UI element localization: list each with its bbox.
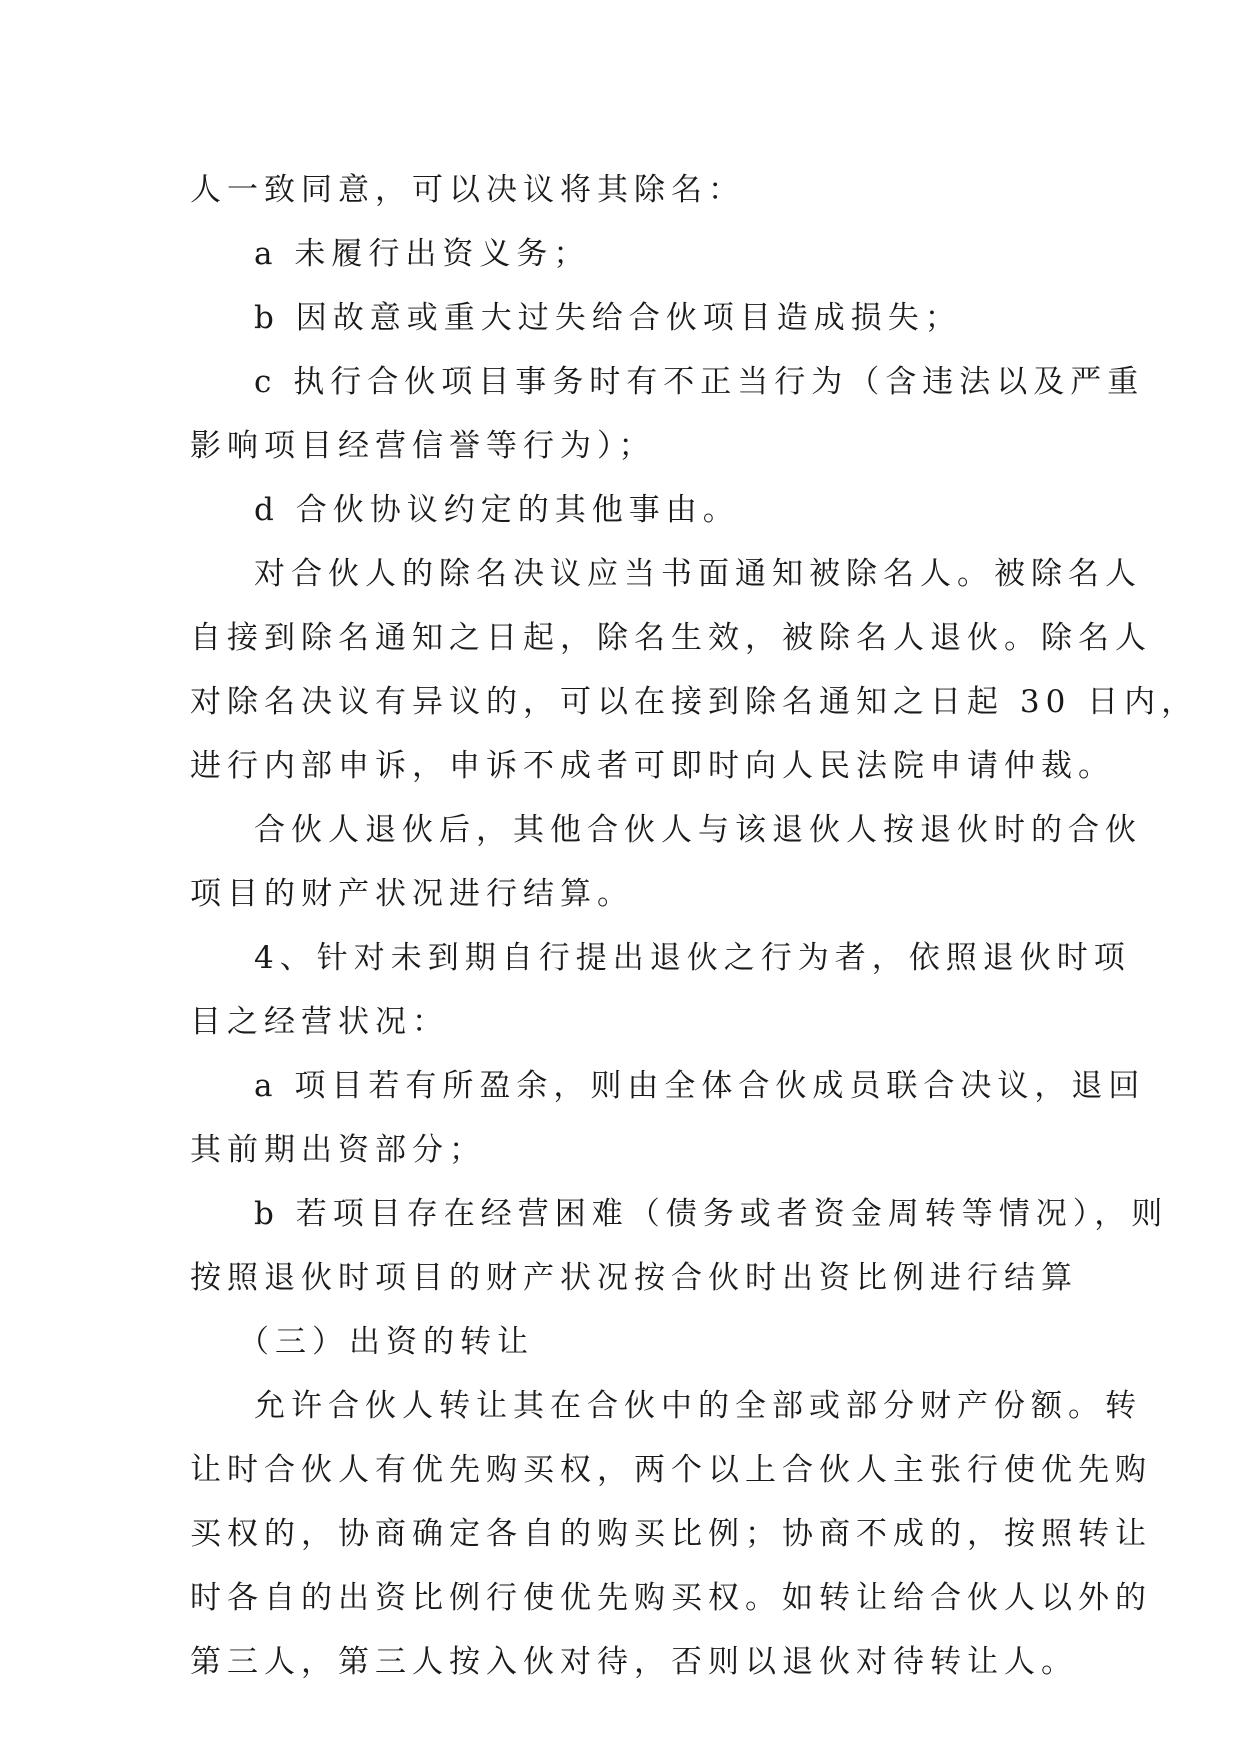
text-line: 时各自的出资比例行使优先购买权。如转让给合伙人以外的: [190, 1580, 1152, 1616]
text-line: 允许合伙人转让其在合伙中的全部或部分财产份额。转: [254, 1388, 1142, 1424]
text-line: 影响项目经营信誉等行为）；: [190, 428, 656, 464]
text-line: b 若项目存在经营困难（债务或者资金周转等情况），则: [254, 1196, 1169, 1232]
text-line: 其前期出资部分；: [190, 1132, 486, 1168]
text-line: 买权的，协商确定各自的购买比例；协商不成的，按照转让: [190, 1516, 1152, 1552]
text-line: d 合伙协议约定的其他事由。: [254, 492, 740, 528]
text-line: 进行内部申诉，申诉不成者可即时向人民法院申请仲裁。: [190, 748, 1115, 784]
text-line: a 未履行出资义务；: [254, 236, 591, 272]
text-line: 让时合伙人有优先购买权，两个以上合伙人主张行使优先购: [190, 1452, 1152, 1488]
text-line: 项目的财产状况进行结算。: [190, 876, 634, 912]
text-line: 人一致同意，可以决议将其除名：: [190, 172, 745, 208]
text-line: 目之经营状况：: [190, 1004, 449, 1040]
text-line: a 项目若有所盈余，则由全体合伙成员联合决议，退回: [254, 1068, 1146, 1104]
text-line: 按照退伙时项目的财产状况按合伙时出资比例进行结算: [190, 1260, 1078, 1296]
document-body: [190, 158, 1199, 1694]
text-line: 自接到除名通知之日起，除名生效，被除名人退伙。除名人: [190, 620, 1152, 656]
text-line: c 执行合伙项目事务时有不正当行为（含违法以及严重: [254, 364, 1145, 400]
text-line: 合伙人退伙后，其他合伙人与该退伙人按退伙时的合伙: [254, 812, 1142, 848]
text-line: b 因故意或重大过失给合伙项目造成损失；: [254, 300, 962, 336]
text-line: 4、针对未到期自行提出退伙之行为者，依照退伙时项: [254, 940, 1131, 976]
text-line: 第三人，第三人按入伙对待，否则以退伙对待转让人。: [190, 1644, 1078, 1680]
text-line: 对除名决议有异议的，可以在接到除名通知之日起 30 日内，: [190, 684, 1199, 720]
text-line: 对合伙人的除名决议应当书面通知被除名人。被除名人: [254, 556, 1142, 592]
section-heading: （三）出资的转让: [238, 1324, 534, 1360]
